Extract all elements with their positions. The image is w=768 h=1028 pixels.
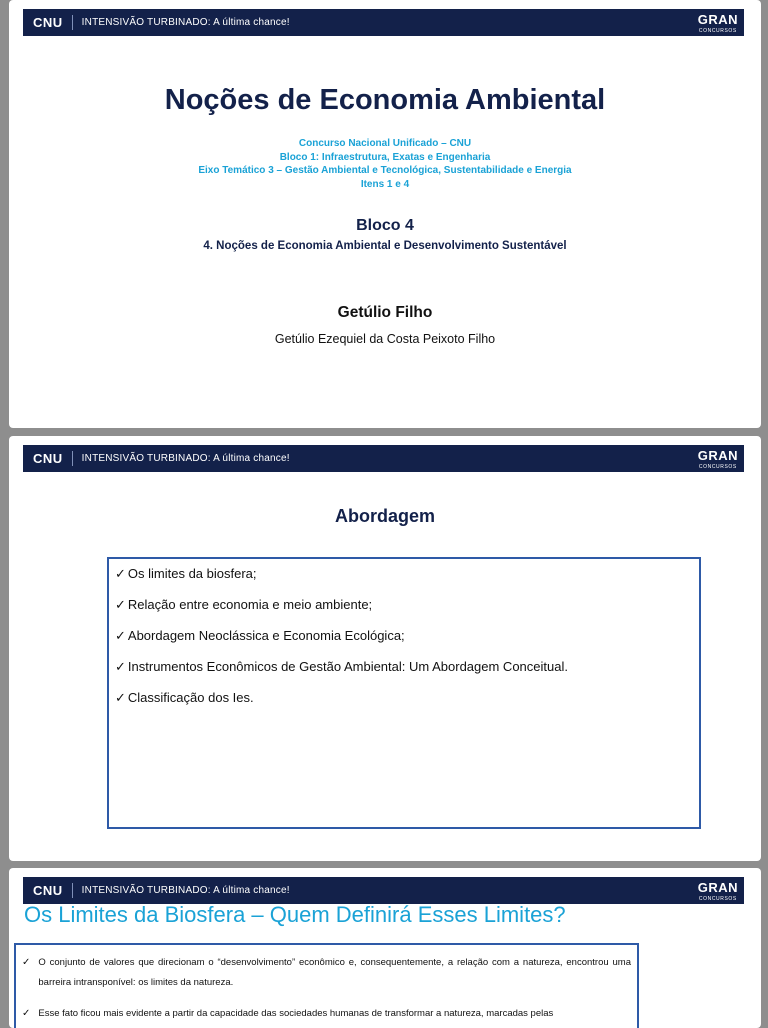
check-icon: ✓	[22, 1008, 31, 1019]
subtitle-block	[9, 137, 761, 191]
logo-main: GRAN	[697, 880, 738, 895]
author-name: Getúlio Filho	[337, 304, 433, 321]
list-item-text: O conjunto de valores que direcionam o “desenvolvimento” econômico e, consequentemente, a relação com a natureza, encontrou uma barreira intransponível: os limites da natureza.	[38, 957, 631, 988]
list-item	[22, 953, 637, 993]
list-item-text: Os limites da biosfera;	[127, 566, 257, 581]
check-icon: ✓	[115, 690, 126, 705]
topics-list	[109, 559, 699, 721]
gran-logo	[698, 880, 738, 902]
section-title: Os Limites da Biosfera – Quem Definirá Esses Limites?	[24, 902, 566, 927]
logo-sub: CONCURSOS	[698, 896, 737, 902]
gran-logo	[698, 448, 738, 470]
list-item-text: Relação entre economia e meio ambiente;	[127, 597, 373, 612]
subtitle-line: Itens 1 e 4	[360, 178, 410, 190]
subtitle-line: Bloco 1: Infraestrutura, Exatas e Engenharia	[279, 151, 491, 163]
content-list	[16, 945, 637, 1024]
list-item-text: Abordagem Neoclássica e Economia Ecológica;	[127, 628, 405, 643]
check-icon: ✓	[115, 659, 126, 674]
header-bar	[23, 877, 744, 904]
list-item	[115, 659, 699, 690]
header-divider	[72, 451, 73, 466]
check-icon: ✓	[22, 957, 31, 968]
header-divider	[72, 883, 73, 898]
check-icon: ✓	[115, 628, 126, 643]
header-tagline: INTENSIVÃO TURBINADO: A última chance!	[81, 17, 290, 28]
check-icon: ✓	[115, 597, 126, 612]
brand-label: CNU	[33, 451, 63, 466]
author-full-name: Getúlio Ezequiel da Costa Peixoto Filho	[274, 332, 496, 346]
list-item-text: Classificação dos Ies.	[127, 690, 254, 705]
content-box	[14, 943, 639, 1028]
gran-logo	[698, 12, 738, 34]
check-icon: ✓	[115, 566, 126, 581]
header-bar	[23, 9, 744, 36]
subtitle-line: Eixo Temático 3 – Gestão Ambiental e Tecnológica, Sustentabilidade e Energia	[198, 165, 572, 176]
logo-main: GRAN	[697, 12, 738, 27]
list-item	[115, 566, 699, 597]
header-tagline: INTENSIVÃO TURBINADO: A última chance!	[81, 885, 290, 896]
brand-label: CNU	[33, 883, 63, 898]
brand-label: CNU	[33, 15, 63, 30]
bloco-heading: Bloco 4	[356, 217, 414, 234]
section-title: Abordagem	[334, 506, 435, 526]
logo-main: GRAN	[697, 448, 738, 463]
logo-sub: CONCURSOS	[698, 28, 737, 34]
page-title: Noções de Economia Ambiental	[164, 84, 606, 116]
topics-box	[107, 557, 701, 829]
list-item	[115, 628, 699, 659]
header-bar	[23, 445, 744, 472]
header-tagline: INTENSIVÃO TURBINADO: A última chance!	[81, 453, 290, 464]
slide-1	[9, 0, 761, 428]
list-item	[115, 690, 699, 721]
slide-2	[9, 436, 761, 861]
list-item-text: Instrumentos Econômicos de Gestão Ambiental: Um Abordagem Conceitual.	[127, 659, 568, 674]
header-divider	[72, 15, 73, 30]
bloco-subheading: 4. Noções de Economia Ambiental e Desenvolvimento Sustentável	[203, 240, 567, 252]
slide-3	[9, 868, 761, 1028]
list-item	[115, 597, 699, 628]
subtitle-line: Concurso Nacional Unificado – CNU	[298, 138, 472, 149]
list-item	[22, 1004, 637, 1024]
logo-sub: CONCURSOS	[698, 464, 737, 470]
list-item-text: Esse fato ficou mais evidente a partir da capacidade das sociedades humanas de transformar a natureza, marcadas pelas	[38, 1008, 554, 1019]
